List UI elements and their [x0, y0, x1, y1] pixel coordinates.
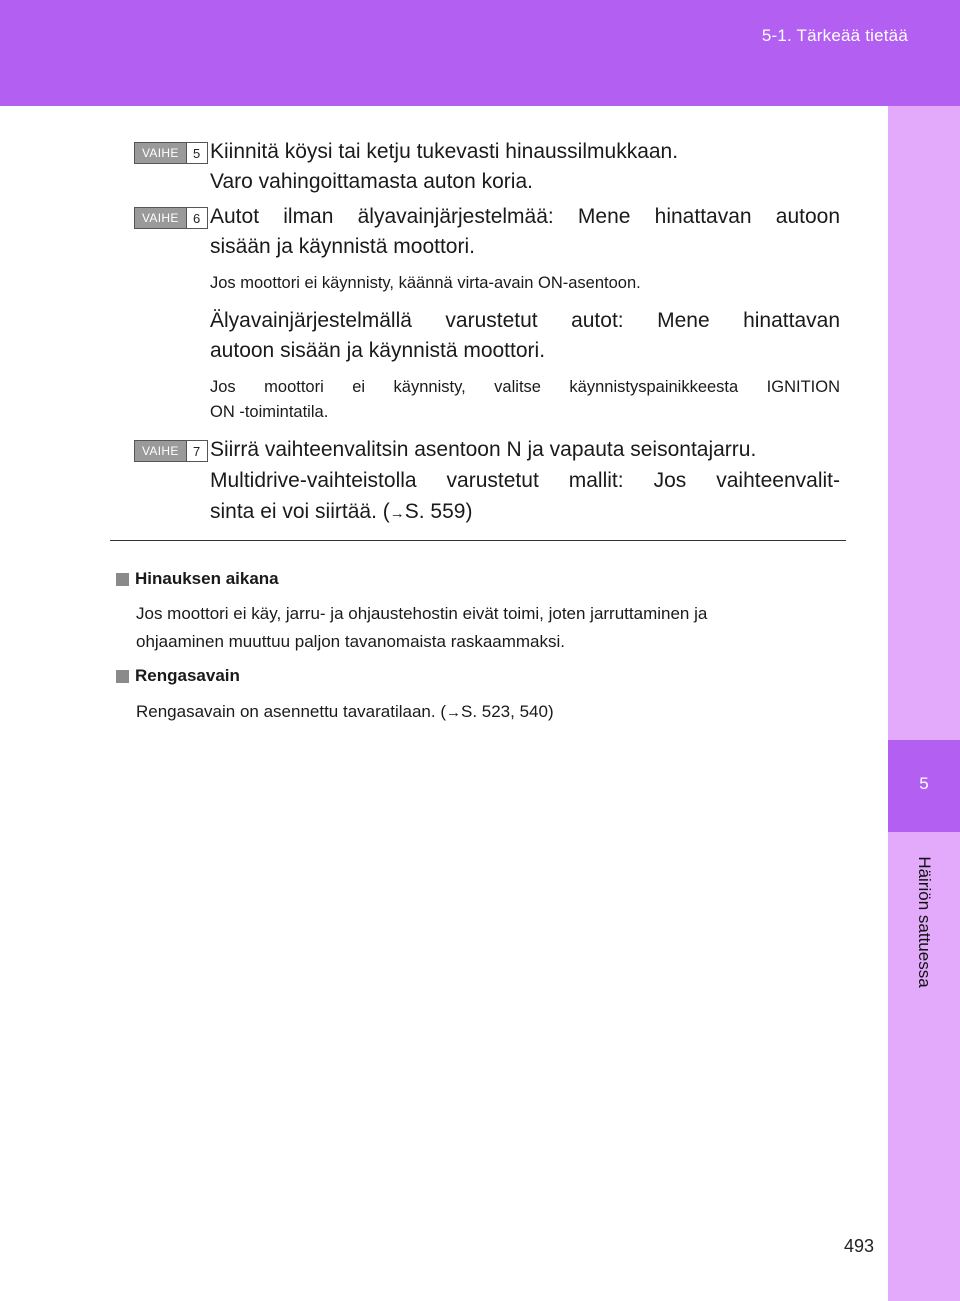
section-title: Hinauksen aikana	[135, 569, 279, 588]
section-divider	[110, 540, 846, 541]
section-heading-towing	[116, 569, 279, 589]
arrow-right-icon: →	[389, 505, 405, 522]
step6-note2-line2: ON -toimintatila.	[210, 403, 329, 421]
page-reference-link[interactable]: S. 523, 540)	[460, 702, 554, 721]
chapter-tab[interactable]	[888, 740, 960, 832]
section-body-line: Jos moottori ei käy, jarru- ja ohjaustehostin eivät toimi, joten jarruttaminen ja	[136, 604, 708, 623]
step-badge-word: VAIHE	[135, 143, 186, 163]
step-badge-7	[134, 440, 208, 462]
step7-line3	[210, 497, 840, 529]
step-badge-6	[134, 207, 208, 229]
step5-line1: Kiinnitä köysi tai ketju tukevasti hinaussilmukkaan.	[210, 140, 679, 163]
section-body-line: ohjaaminen muuttuu paljon tavanomaista raskaammaksi.	[136, 632, 566, 651]
step5-line2: Varo vahingoittamasta auton koria.	[210, 170, 533, 193]
step7-line3-text: sinta ei voi siirtää. (	[210, 500, 390, 523]
arrow-right-icon: →	[445, 704, 461, 721]
step-badge-5	[134, 142, 208, 164]
section-title: Rengasavain	[135, 666, 240, 685]
section-body-line	[136, 698, 846, 727]
step6-line4: autoon sisään ja käynnistä moottori.	[210, 339, 546, 362]
chapter-side-label: Häiriön sattuessa	[915, 856, 934, 988]
step6-line3: Älyavainjärjestelmällä varustetut autot: Mene hinattavan	[210, 309, 840, 332]
chapter-tab-number: 5	[919, 774, 929, 793]
step-badge-number: 5	[186, 143, 207, 163]
step6-note1: Jos moottori ei käynnisty, käännä virta-avain ON-asentoon.	[210, 274, 641, 292]
step6-line1: Autot ilman älyavainjärjestelmää: Mene hinattavan autoon	[210, 205, 840, 228]
step7-line1: Siirrä vaihteenvalitsin asentoon N ja vapauta seisontajarru.	[210, 438, 757, 461]
step-badge-word: VAIHE	[135, 208, 186, 228]
step-badge-word: VAIHE	[135, 441, 186, 461]
step6-line2: sisään ja käynnistä moottori.	[210, 235, 475, 258]
step-badge-number: 6	[186, 208, 207, 228]
page-header	[0, 0, 960, 106]
square-bullet-icon	[116, 670, 129, 683]
page-number: 493	[844, 1236, 875, 1256]
chapter-title: 5-1. Tärkeää tietää	[761, 26, 908, 45]
chapter-side-strip	[888, 106, 960, 1301]
step7-line2: Multidrive-vaihteistolla varustetut mallit: Jos vaihteenvalit-	[210, 469, 840, 492]
square-bullet-icon	[116, 573, 129, 586]
step6-note2-line1: Jos moottori ei käynnisty, valitse käynnistyspainikkeesta IGNITION	[210, 378, 840, 396]
section-body-text: Rengasavain on asennettu tavaratilaan. (	[136, 702, 446, 721]
page-reference-link[interactable]: S. 559)	[404, 500, 473, 523]
section-heading-wrench	[116, 666, 240, 686]
step-badge-number: 7	[186, 441, 207, 461]
